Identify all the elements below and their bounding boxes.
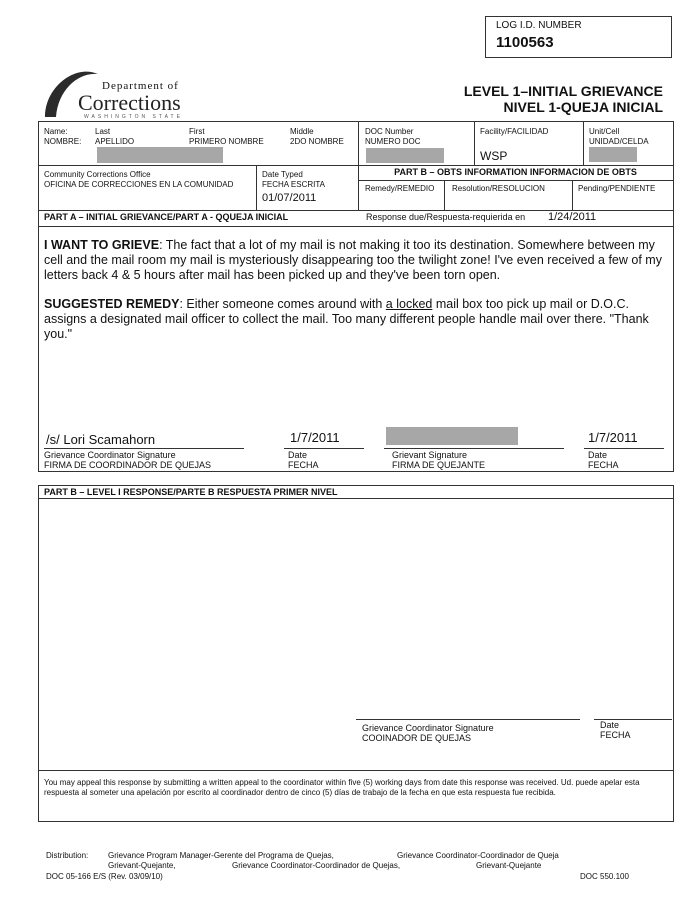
grieve-label: I WANT TO GRIEVE [44, 238, 160, 252]
distribution-label: Distribution: [46, 851, 89, 860]
facility-value: WSP [480, 149, 508, 163]
dist-grievant-1: Grievant-Quejante, [108, 861, 176, 870]
date-typed-value: 01/07/2011 [262, 192, 317, 204]
log-id-label: LOG I.D. NUMBER [496, 20, 582, 31]
part-a-header: PART A – INITIAL GRIEVANCE/PART A - QQUEJA INICIAL [44, 212, 289, 222]
coordinator-date-label: Date FECHA [288, 450, 319, 470]
grievant-sig-label: Grievant Signature FIRMA DE QUEJANTE [392, 450, 486, 470]
office-label: Community Corrections Office OFICINA DE CORRECCIONES EN LA COMUNIDAD [44, 170, 234, 189]
log-id-box [485, 16, 672, 58]
dist-grievant-2: Grievant-Quejante [476, 861, 542, 870]
part-b-date-label: Date FECHA [600, 720, 631, 740]
resolution-label: Resolution/RESOLUCION [452, 184, 545, 193]
form-title [464, 83, 663, 115]
last-name-label: Last APELLIDO [95, 127, 135, 146]
date-typed-label: Date Typed FECHA ESCRITA [262, 170, 325, 189]
doc-number-label: DOC Number NUMERO DOC [365, 127, 421, 146]
coordinator-date: 1/7/2011 [290, 430, 340, 445]
title-line1: LEVEL 1–INITIAL GRIEVANCE [463, 83, 663, 99]
coordinator-signature: /s/ Lori Scamahorn [46, 432, 156, 447]
part-b-header: PART B – LEVEL I RESPONSE/PARTE B RESPUESTA PRIMER NIVEL [44, 487, 338, 497]
redacted-last-name [97, 147, 223, 163]
part-b-obts-title: PART B – OBTS INFORMATION INFORMACION DE OBTS [394, 167, 637, 177]
redacted-unit [589, 147, 637, 162]
dist-coordinator-1: Grievance Coordinator-Coordinador de Queja [397, 851, 559, 860]
form-number: DOC 05-166 E/S (Rev. 03/09/10) [46, 872, 163, 881]
part-b-form [38, 485, 674, 822]
grieve-text: : The fact that a lot of my mail is not making it too its destination. Somewhere between my cell and the mail room my mail is mysteriously disappearing too the twilight zone! I've even received a few of my letters back 4 & 5 hours after mail has been picked up and they've been torn open. [44, 238, 662, 282]
grievant-date: 1/7/2011 [588, 430, 638, 445]
remedy-label: Remedy/REMEDIO [365, 184, 435, 193]
redacted-grievant-signature [386, 427, 518, 445]
doc-policy-number: DOC 550.100 [580, 872, 629, 881]
remedy-label-bold: SUGGESTED REMEDY [44, 297, 180, 311]
grievance-statement [44, 238, 669, 283]
appeal-instructions: You may appeal this response by submitting a written appeal to the coordinator within five (5) working days from date this response was received. Ud. puede apelar esta respuesta al someter una apelación por escrito al coordinador dentro de cinco (5) días de trabajo de la fecha en que esta respuesta fue recibida. [44, 778, 640, 797]
name-label: Name: NOMBRE: [44, 127, 82, 146]
response-due-date: 1/24/2011 [548, 211, 597, 223]
first-name-label: First PRIMERO NOMBRE [189, 127, 264, 146]
coordinator-sig-label: Grievance Coordinator Signature FIRMA DE COORDINADOR DE QUEJAS [44, 450, 212, 470]
pending-label: Pending/PENDIENTE [578, 184, 656, 193]
response-due-label: Response due/Respuesta-requierida en [366, 212, 526, 222]
logo-line3: WASHINGTON STATE [84, 114, 183, 120]
dist-coordinator-2: Grievance Coordinator-Coordinador de Quejas, [232, 861, 401, 870]
facility-label: Facility/FACILIDAD [480, 127, 549, 136]
logo-line2: Corrections [78, 90, 181, 115]
dist-program-manager: Grievance Program Manager-Gerente del Programa de Quejas, [108, 851, 334, 860]
middle-name-label: Middle 2DO NOMBRE [290, 127, 344, 146]
logo-line1: Department of [102, 80, 179, 92]
doc-logo [40, 60, 210, 122]
title-line2: NIVEL 1-QUEJA INICIAL [503, 99, 663, 115]
redacted-doc-number [366, 148, 444, 163]
suggested-remedy: SUGGESTED REMEDY: Either someone comes around with a locked mail box too pick up mail or D.O.C. assigns a designated mail officer to collect the mail. Too many different people handle mail over there. "Thank you." [44, 297, 649, 341]
unit-cell-label: Unit/Cell UNIDAD/CELDA [589, 127, 649, 146]
log-id-number: 1100563 [496, 34, 554, 51]
grievant-date-label: Date FECHA [588, 450, 619, 470]
part-b-coordinator-sig-label: Grievance Coordinator Signature COOINADOR DE QUEJAS [362, 723, 494, 743]
